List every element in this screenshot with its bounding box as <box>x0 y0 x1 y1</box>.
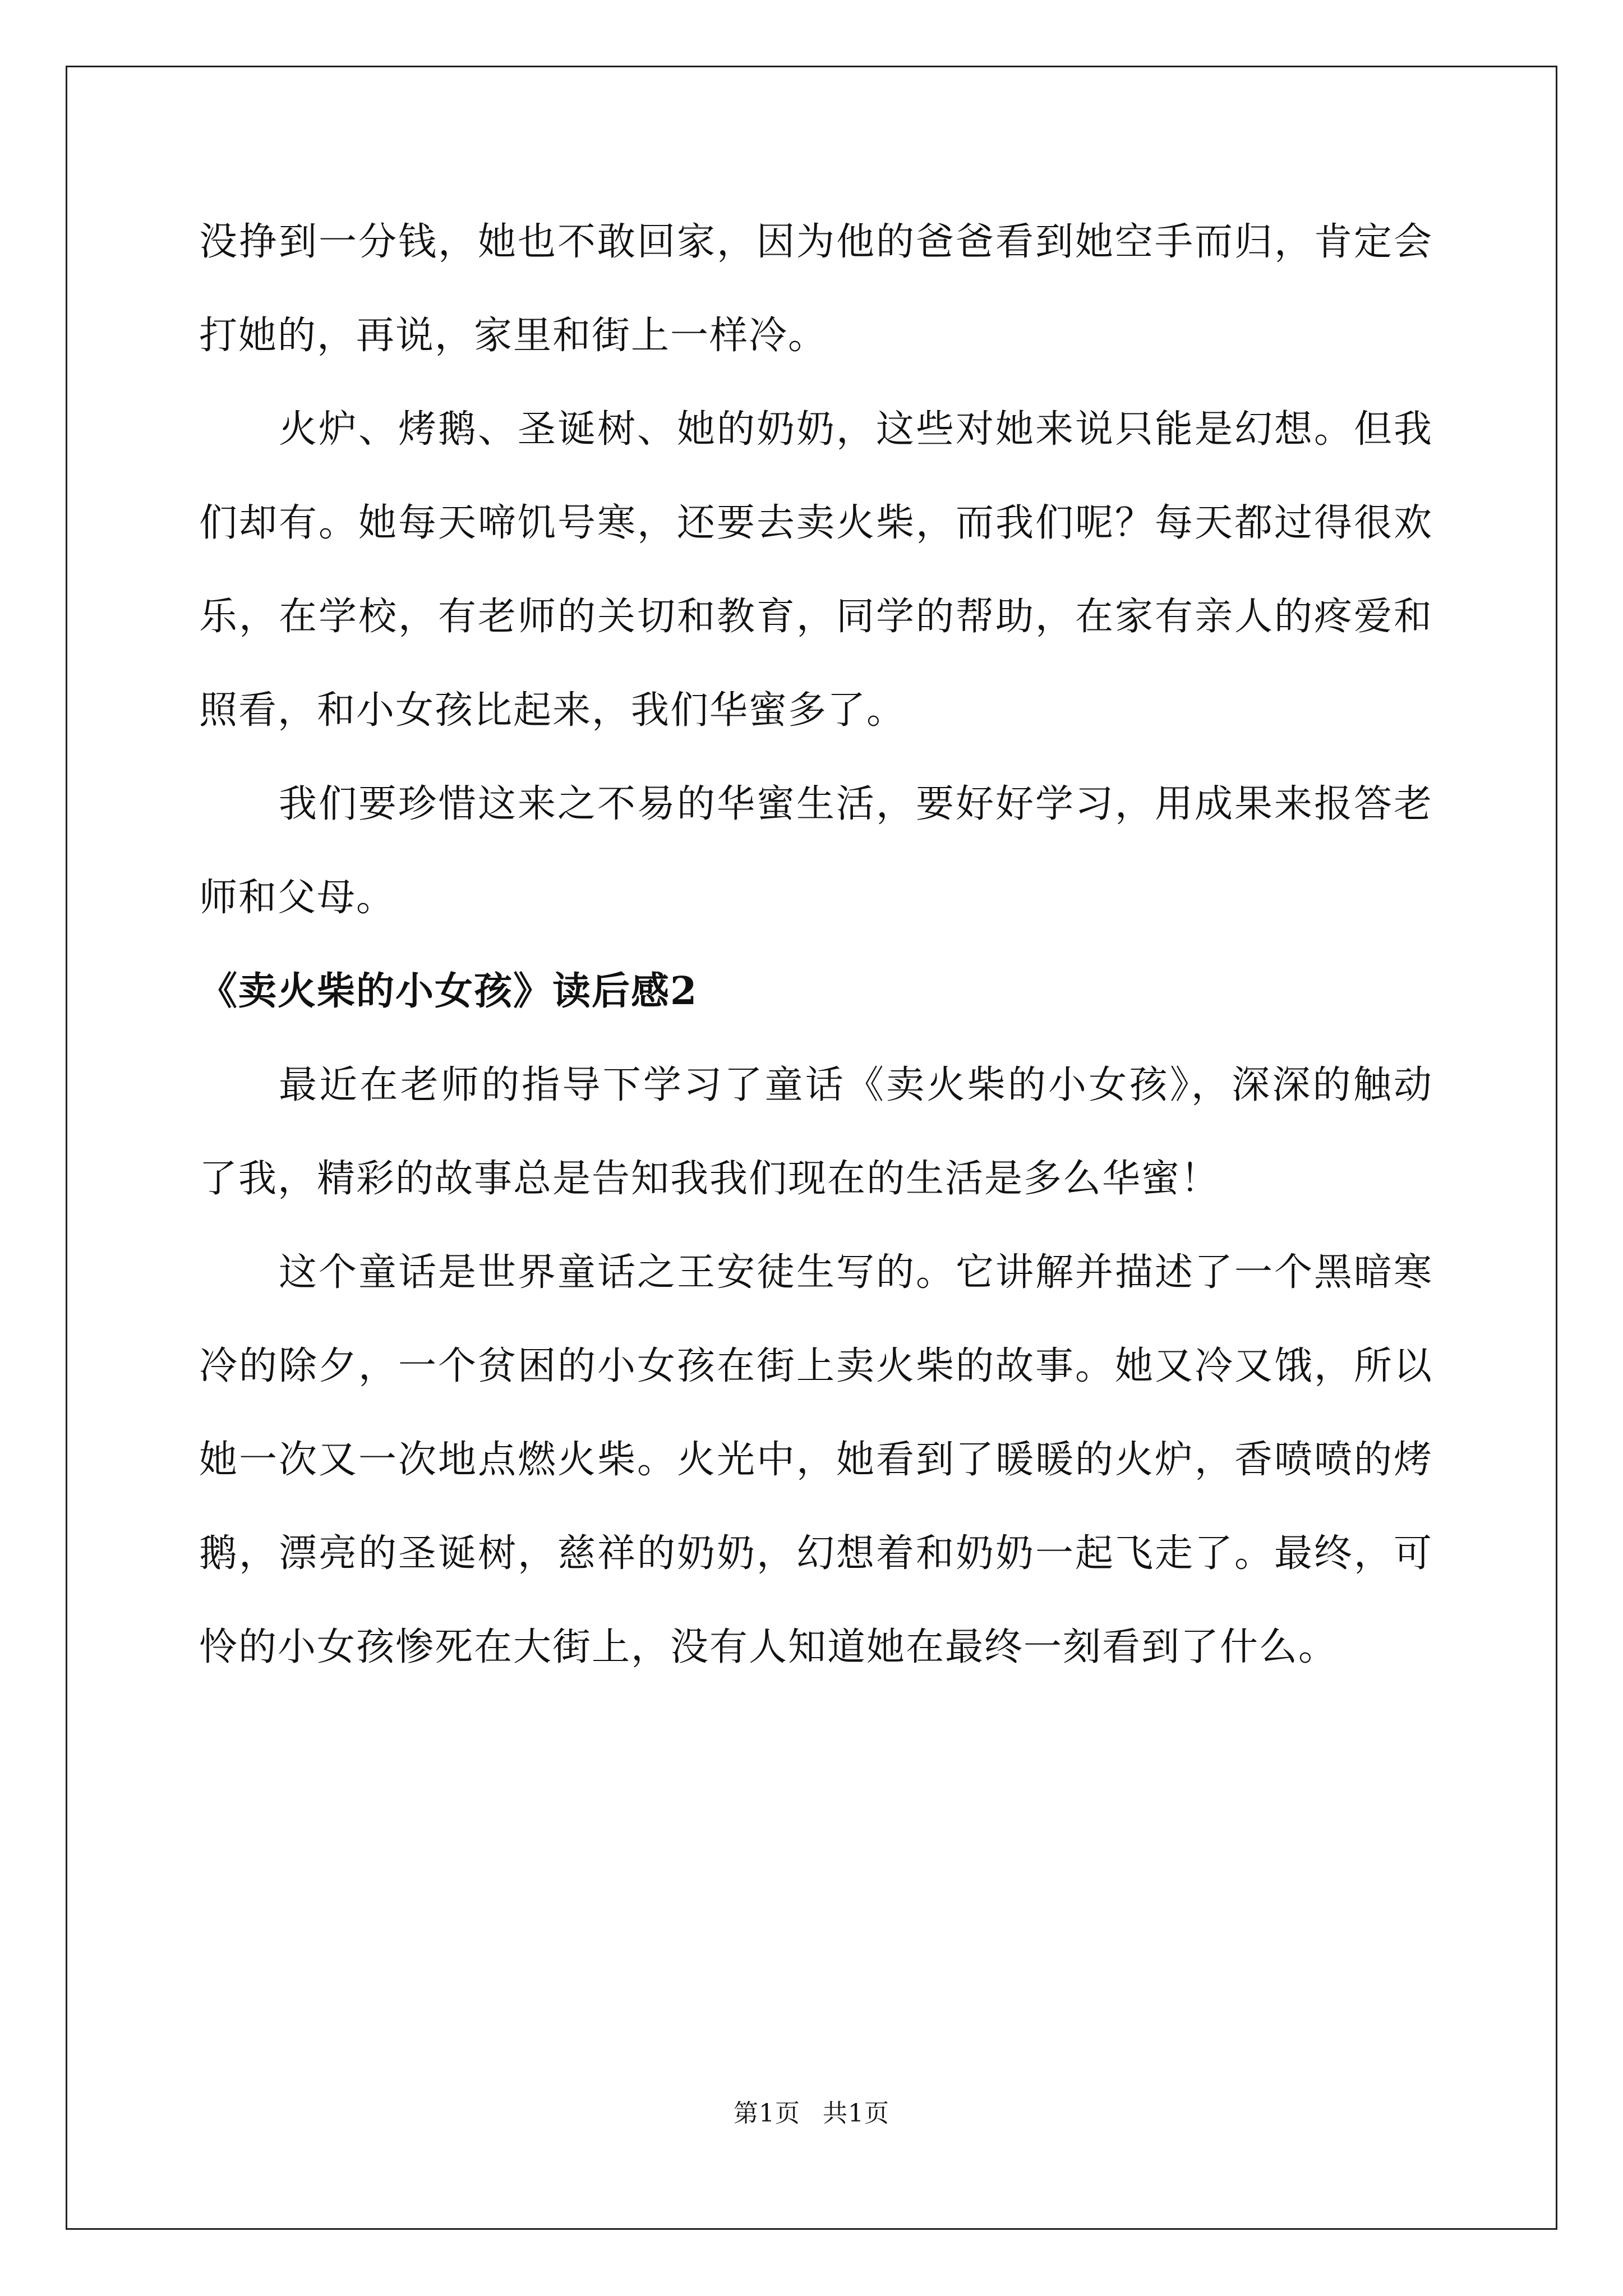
section-heading: 《卖火柴的小女孩》读后感2 <box>199 969 698 1014</box>
paragraph-5: 这个童话是世界童话之王安徒生写的。它讲解并描述了一个黑暗寒冷的除夕，一个贫困的小女孩在街上卖火柴的故事。她又冷又饿，所以她一次又一次地点燃火柴。火光中，她看到了暖暖的火炉，香喷喷的烤鹅，漂亮的圣诞树，慈祥的奶奶，幻想着和奶奶一起飞走了。最终，可怜的小女孩惨死在大街上，没有人知道她在最终一刻看到了什么。 <box>199 1250 1433 1669</box>
paragraph-3: 我们要珍惜这来之不易的华蜜生活，要好好学习，用成果来报答老师和父母。 <box>199 782 1433 920</box>
paragraph-4: 最近在老师的指导下学习了童话《卖火柴的小女孩》，深深的触动了我，精彩的故事总是告知我我们现在的生活是多么华蜜！ <box>199 1063 1433 1201</box>
page-total: 共1页 <box>823 2099 889 2128</box>
paragraph-2: 火炉、烤鹅、圣诞树、她的奶奶，这些对她来说只能是幻想。但我们却有。她每天啼饥号寒，还要去卖火柴，而我们呢？每天都过得很欢乐，在学校，有老师的关切和教育，同学的帮助，在家有亲人的疼爱和照看，和小女孩比起来，我们华蜜多了。 <box>199 407 1433 733</box>
paragraph-1: 没挣到一分钱，她也不敢回家，因为他的爸爸看到她空手而归，肯定会打她的，再说，家里和街上一样冷。 <box>199 220 1433 358</box>
page-number: 第1页 <box>734 2099 800 2128</box>
page-footer <box>0 2097 1623 2131</box>
document-body <box>199 195 1433 1694</box>
